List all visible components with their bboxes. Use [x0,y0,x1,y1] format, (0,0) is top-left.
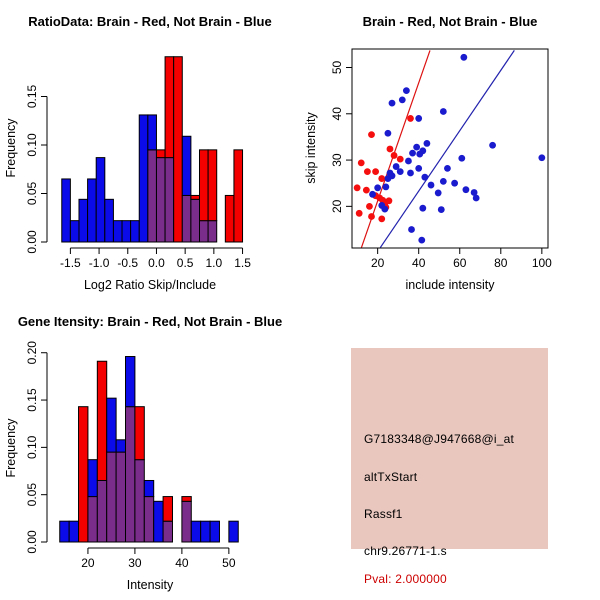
scatter-point [381,206,388,213]
histogram-bar-blue [96,158,105,242]
x-tick-label: 1.5 [234,256,251,270]
scatter-point [364,168,371,175]
panel-title: RatioData: Brain - Red, Not Brain - Blue [28,14,272,29]
histogram-bar-blue [113,221,122,242]
scatter-point [438,206,445,213]
scatter-point [403,87,410,94]
histogram-bar-red [191,195,200,199]
x-tick-label: 0.0 [148,256,165,270]
scatter-point [418,237,425,244]
x-tick-label: 100 [531,256,552,270]
histogram-bar-red [97,361,106,480]
scatter-point [386,197,393,204]
histogram-bar-overlap [144,497,153,542]
histogram-bar-blue [126,357,135,407]
histogram-bar-red [174,57,183,242]
scatter-point [378,175,385,182]
histogram-bar-overlap [156,158,165,242]
scatter-point [399,97,406,104]
histogram-bar-blue [105,199,114,242]
histogram-bar-red [79,407,88,542]
scatter-point [428,182,435,189]
histogram-bar-blue [116,440,125,452]
y-tick-label: 30 [330,153,344,167]
histogram-bar-blue [229,521,238,542]
scatter-point [356,210,363,217]
histogram-bar-blue [182,136,191,195]
histogram-bar-red [225,195,234,242]
y-tick-label: 0.20 [25,341,39,365]
histogram-bar-red [163,497,172,522]
histogram-bar-blue [62,179,71,242]
x-tick-label: 80 [494,256,508,270]
scatter-point [397,156,404,163]
scatter-point [391,152,398,159]
histogram-bar-blue [60,521,69,542]
scatter-point [415,165,422,172]
histogram-bar-overlap [191,199,200,242]
x-tick-label: 1.0 [205,256,223,270]
histogram-bar-red [182,497,191,502]
scatter-point [463,186,470,193]
y-tick-label: 0.00 [25,530,39,554]
y-tick-label: 0.10 [25,133,39,157]
histogram-bar-red [208,150,217,221]
x-tick-label: 20 [370,256,385,270]
histogram-bar-red [200,150,209,221]
histogram-bar-blue [154,501,163,542]
scatter-point [397,168,404,175]
gene-intensity-histogram-panel [0,300,300,600]
x-axis-title: Intensity [126,578,174,592]
scatter-point [409,150,416,157]
y-tick-label: 0.15 [25,84,39,109]
probe-id-text: G7183348@J947668@i_at [364,432,515,446]
ratio-histogram-panel [0,0,300,300]
histogram-bar-overlap [165,158,174,242]
histogram-bar-blue [88,179,97,242]
scatter-point [415,115,422,122]
x-axis-title: Log2 Ratio Skip/Include [83,278,217,292]
x-tick-label: 40 [175,556,189,570]
y-axis-title: skip intensity [304,112,318,184]
x-tick-label: -1.0 [88,256,110,270]
scatter-point [368,213,375,220]
y-tick-label: 0.10 [25,435,39,460]
gene-info-panel [300,300,600,600]
y-tick-label: 40 [330,107,344,121]
histogram-bar-blue [70,221,79,242]
scatter-point [451,180,458,187]
histogram-bar-blue [107,398,116,452]
y-tick-label: 50 [330,60,344,75]
scatter-point [378,215,385,222]
pval-text: Pval: 2.000000 [364,572,447,586]
panel-title: Gene Itensity: Brain - Red, Not Brain - Blue [17,314,283,329]
scatter-point [389,100,396,107]
scatter-point [538,154,545,161]
scatter-point [385,175,392,182]
scatter-point [419,205,426,212]
histogram-bar-overlap [97,480,106,542]
scatter-point [358,159,365,166]
histogram-bar-blue [131,221,140,242]
gene-info-card [351,348,548,586]
scatter-point [354,184,361,191]
scatter-point [382,184,389,191]
scatter-point [366,203,373,210]
histogram-bar-blue [148,115,157,150]
y-axis-title: Frequency [4,118,18,178]
x-axis-title: include intensity [405,278,495,292]
histogram-bar-red [165,57,174,158]
scatter-point [444,165,451,172]
histogram-bar-overlap [182,195,191,242]
histogram-bar-blue [139,115,148,242]
histogram-bar-blue [144,480,153,496]
scatter-point [368,131,375,138]
scatter-point [387,146,394,153]
histogram-bar-overlap [107,452,116,542]
gene-name-text: Rassf1 [364,507,403,521]
histogram-bar-red [156,150,165,158]
histogram-bar-red [234,150,243,242]
histogram-bar-overlap [126,407,135,542]
histogram-bar-overlap [116,452,125,542]
scatter-point [440,178,447,185]
scatter-point [407,115,414,122]
histogram-bar-blue [191,521,200,542]
scatter-point [460,54,467,61]
x-tick-label: -0.5 [117,256,139,270]
histogram-bar-overlap [208,221,217,242]
scatter-point [369,191,376,198]
intensity-scatter-panel [300,0,600,300]
histogram-bar-blue [201,521,210,542]
histogram-bar-blue [88,460,97,497]
scatter-point [408,226,415,233]
x-tick-label: 50 [222,556,236,570]
scatter-point [372,168,379,175]
histogram-bar-overlap [182,501,191,542]
scatter-point [458,155,465,162]
y-tick-label: 0.00 [25,230,39,254]
x-tick-label: 30 [128,556,142,570]
x-tick-label: 40 [412,256,426,270]
scatter-point [421,174,428,181]
histogram-bar-overlap [148,150,157,242]
histogram-bar-overlap [135,460,144,542]
histogram-bar-blue [210,521,219,542]
event-type-text: altTxStart [364,470,418,484]
y-tick-label: 0.15 [25,388,39,412]
notbrain-fit-line [380,50,514,247]
scatter-point [473,195,480,202]
scatter-point [416,151,423,158]
scatter-point [374,184,381,191]
scatter-point [440,108,447,115]
histogram-bar-red [135,407,144,460]
x-tick-label: 20 [81,556,95,570]
scatter-point [363,187,370,194]
histogram-bar-blue [122,221,131,242]
histogram-bars [62,57,243,242]
y-tick-label: 0.05 [25,483,39,507]
scatter-point [489,142,496,149]
scatter-point [405,158,412,165]
y-axis-title: Frequency [4,418,18,478]
y-tick-label: 20 [330,199,344,214]
histogram-bar-blue [69,521,78,542]
panel-title: Brain - Red, Not Brain - Blue [362,14,538,29]
x-tick-label: 0.5 [176,256,194,270]
y-tick-label: 0.05 [25,181,39,206]
histogram-bar-overlap [88,497,97,542]
histogram-bar-overlap [163,521,172,542]
histogram-bar-overlap [200,221,209,242]
histogram-bars [60,357,239,542]
scatter-point [407,170,414,177]
scatter-point [385,130,392,137]
scatter-point [435,190,442,197]
x-tick-label: -1.5 [60,256,81,270]
scatter-point [413,144,420,151]
x-tick-label: 60 [453,256,467,270]
location-text: chr9.26771-1.s [364,544,447,558]
histogram-bar-blue [79,199,88,242]
scatter-point [424,140,431,147]
